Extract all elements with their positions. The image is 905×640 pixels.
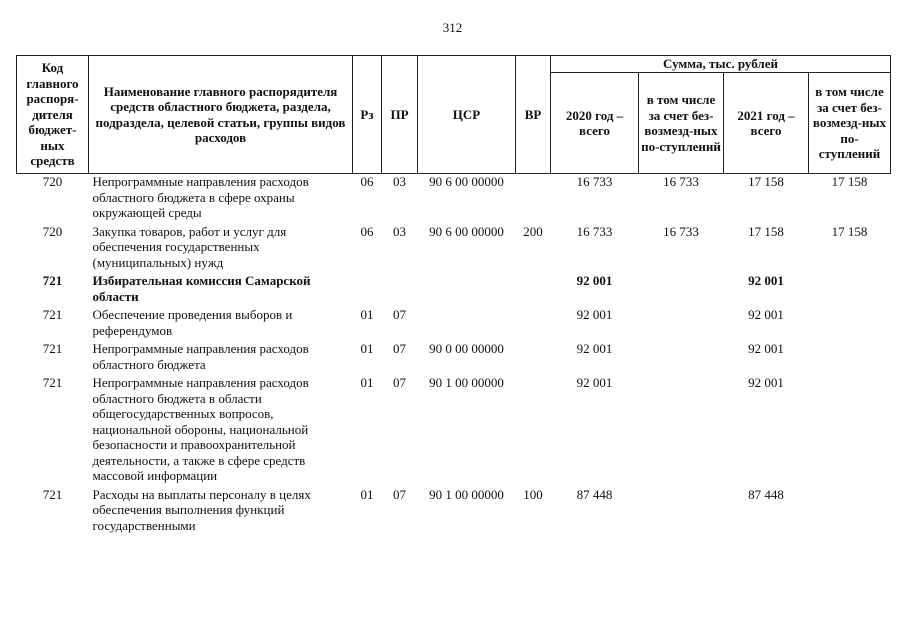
cell-code: 721 xyxy=(42,307,63,322)
cell-pr: 07 xyxy=(393,341,406,356)
cell-csr: 90 1 00 00000 xyxy=(429,486,504,502)
cell-code: 721 xyxy=(42,273,63,288)
cell-2020-bezv xyxy=(639,487,724,537)
cell-rz: 06 xyxy=(360,223,374,239)
cell-vr xyxy=(516,273,551,307)
cell-csr xyxy=(418,307,516,341)
cell-rz: 01 xyxy=(360,341,374,356)
cell-2020-bezv xyxy=(639,273,724,307)
header-2020-bezv: в том числе за счет без-возмезд-ных по-ступлений xyxy=(639,73,724,174)
cell-code: 720 xyxy=(42,223,63,239)
header-csr: ЦСР xyxy=(418,56,516,174)
table-row xyxy=(17,273,891,307)
cell-pr: 07 xyxy=(393,375,406,390)
header-sum: Сумма, тыс. рублей xyxy=(551,56,891,73)
cell-2020-bezv xyxy=(639,375,724,487)
cell-2020-total: 92 001 xyxy=(576,375,613,390)
cell-name: Обеспечение проведения выборов и референдумов xyxy=(92,307,293,338)
cell-2020-total: 92 001 xyxy=(576,341,613,356)
page-number: 312 xyxy=(442,20,463,35)
cell-name: Непрограммные направления расходов областного бюджета в сфере охраны окружающей среды xyxy=(92,174,309,220)
cell-2021-bezv: 17 158 xyxy=(831,223,868,239)
table-row xyxy=(17,375,891,487)
cell-rz: 01 xyxy=(360,307,374,322)
cell-2021-bezv xyxy=(809,487,891,537)
table-row xyxy=(17,341,891,375)
cell-2021-total: 92 001 xyxy=(748,273,784,288)
cell-rz xyxy=(353,273,382,307)
header-2021-bezv: в том числе за счет без-возмезд-ных по-ступлений xyxy=(809,73,891,174)
cell-2020-bezv xyxy=(639,307,724,341)
cell-rz: 06 xyxy=(360,174,374,189)
cell-2021-total: 87 448 xyxy=(748,486,784,502)
header-name: Наименование главного распорядителя средств областного бюджета, раздела, подраздела, целевой статьи, группы видов расходов xyxy=(89,56,353,174)
cell-2020-bezv: 16 733 xyxy=(663,174,699,189)
cell-vr xyxy=(516,174,551,224)
cell-2021-total: 92 001 xyxy=(748,375,784,390)
table-row xyxy=(17,487,891,537)
cell-2021-bezv xyxy=(809,375,891,487)
cell-csr: 90 0 00 00000 xyxy=(429,341,504,356)
cell-code: 721 xyxy=(42,341,63,356)
header-rz: Рз xyxy=(353,56,382,174)
table-row xyxy=(17,224,891,274)
table-row xyxy=(17,307,891,341)
cell-2020-total: 16 733 xyxy=(576,223,613,239)
cell-2020-bezv: 16 733 xyxy=(663,223,699,239)
cell-csr: 90 1 00 00000 xyxy=(429,375,504,390)
cell-vr: 100 xyxy=(523,486,543,502)
cell-code: 720 xyxy=(42,174,63,189)
cell-csr xyxy=(418,273,516,307)
cell-2020-total: 92 001 xyxy=(576,307,613,322)
cell-vr xyxy=(516,341,551,375)
cell-2020-total: 87 448 xyxy=(576,486,613,502)
cell-pr: 07 xyxy=(393,486,406,502)
cell-code: 721 xyxy=(42,486,63,502)
cell-rz: 01 xyxy=(360,375,374,390)
table-header xyxy=(17,56,891,174)
cell-2021-total: 92 001 xyxy=(748,341,784,356)
table-row xyxy=(17,174,891,224)
cell-2021-bezv xyxy=(809,341,891,375)
cell-pr xyxy=(382,273,418,307)
cell-pr: 03 xyxy=(393,223,406,239)
cell-2020-total: 16 733 xyxy=(576,174,613,189)
cell-rz: 01 xyxy=(360,486,374,502)
cell-csr: 90 6 00 00000 xyxy=(429,223,504,239)
cell-2021-total: 17 158 xyxy=(748,174,784,189)
cell-vr xyxy=(516,307,551,341)
cell-2021-total: 17 158 xyxy=(748,223,784,239)
header-2020-total: 2020 год – всего xyxy=(551,73,639,174)
cell-name: Закупка товаров, работ и услуг для обеспечения государственных (муниципальных) нужд xyxy=(92,223,287,270)
budget-table xyxy=(16,55,891,536)
cell-code: 721 xyxy=(42,375,63,390)
table-body xyxy=(17,174,891,537)
cell-name: Расходы на выплаты персоналу в целях обеспечения выполнения функций государственными xyxy=(92,486,311,533)
cell-name: Непрограммные направления расходов областного бюджета в области общегосударственных вопросов, национальной обороны, национальной безопасности и правоохранительной деятельности, а также в сфере средств массовой информации xyxy=(92,375,309,483)
header-2021-total: 2021 год – всего xyxy=(724,73,809,174)
header-pr: ПР xyxy=(382,56,418,174)
cell-pr: 03 xyxy=(393,174,406,189)
cell-2020-bezv xyxy=(639,341,724,375)
cell-2021-bezv xyxy=(809,273,891,307)
cell-2021-total: 92 001 xyxy=(748,307,784,322)
cell-vr: 200 xyxy=(523,223,543,239)
cell-2021-bezv xyxy=(809,307,891,341)
cell-vr xyxy=(516,375,551,487)
cell-pr: 07 xyxy=(393,307,406,322)
cell-name: Непрограммные направления расходов областного бюджета xyxy=(92,341,309,372)
cell-2021-bezv: 17 158 xyxy=(831,174,868,189)
cell-name: Избирательная комиссия Самарской области xyxy=(92,273,311,304)
cell-2020-total: 92 001 xyxy=(576,273,613,288)
cell-csr: 90 6 00 00000 xyxy=(429,174,504,189)
header-vr: ВР xyxy=(516,56,551,174)
header-code: Код главного распоря-дителя бюджет-ных средств xyxy=(17,56,89,174)
